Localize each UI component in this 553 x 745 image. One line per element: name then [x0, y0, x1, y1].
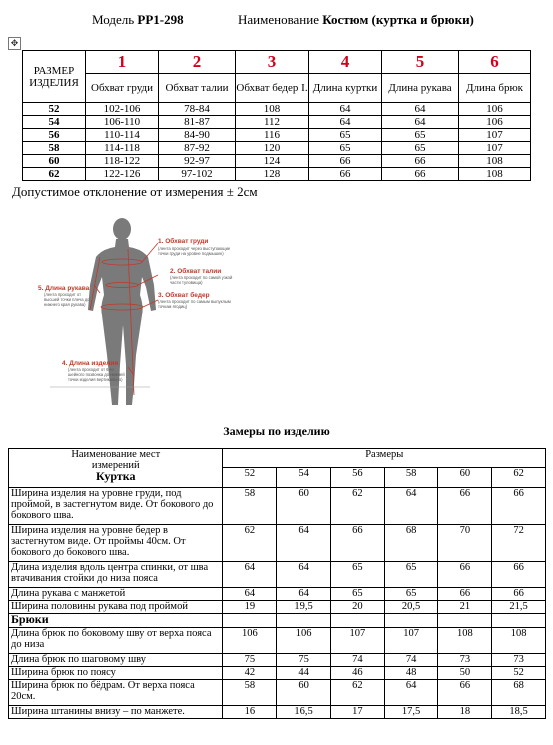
size-cell: 58 — [23, 142, 86, 155]
value-cell: 108 — [236, 103, 309, 116]
measure-name: Длина изделия вдоль центра спинки, от шва втачивания стойки до низа пояса — [9, 562, 223, 588]
label-length-title: 4. Длина изделия — [62, 360, 119, 367]
sizes-header: Размеры — [223, 449, 546, 468]
value-cell: 64 — [277, 525, 331, 562]
value-cell: 66 — [382, 168, 459, 181]
empty-cell — [438, 614, 492, 628]
value-cell: 110-114 — [86, 129, 159, 142]
value-cell: 73 — [492, 654, 546, 667]
value-cell: 66 — [492, 562, 546, 588]
value-cell: 21,5 — [492, 601, 546, 614]
table-row — [9, 667, 546, 680]
value-cell: 68 — [492, 680, 546, 706]
table-row — [9, 680, 546, 706]
value-cell: 68 — [384, 525, 438, 562]
measure-name: Длина брюк по шаговому шву — [9, 654, 223, 667]
value-cell: 108 — [492, 628, 546, 654]
size-header: 60 — [438, 468, 492, 488]
value-cell: 97-102 — [159, 168, 236, 181]
value-cell: 102-106 — [86, 103, 159, 116]
label-chest-note: (лента проходит через выступающие — [158, 246, 231, 251]
value-cell: 106 — [459, 116, 531, 129]
column-header: Длина куртки — [309, 74, 382, 103]
value-cell: 20,5 — [384, 601, 438, 614]
value-cell: 106-110 — [86, 116, 159, 129]
column-number: 4 — [309, 51, 382, 74]
size-header: 52 — [223, 468, 277, 488]
size-cell: 56 — [23, 129, 86, 142]
value-cell: 128 — [236, 168, 309, 181]
size-table — [22, 50, 531, 181]
table-row — [9, 525, 546, 562]
value-cell: 42 — [223, 667, 277, 680]
size-corner-header: РАЗМЕР ИЗДЕЛИЯ — [23, 51, 86, 103]
value-cell: 64 — [309, 116, 382, 129]
value-cell: 64 — [309, 103, 382, 116]
value-cell: 122-126 — [86, 168, 159, 181]
size-cell: 62 — [23, 168, 86, 181]
table-row — [23, 155, 531, 168]
empty-cell — [330, 614, 384, 628]
value-cell: 66 — [309, 155, 382, 168]
value-cell: 16 — [223, 706, 277, 719]
empty-cell — [492, 614, 546, 628]
label-chest-note: точки груди на уровне подмышек) — [158, 251, 224, 256]
value-cell: 62 — [223, 525, 277, 562]
value-cell: 64 — [223, 562, 277, 588]
value-cell: 48 — [384, 667, 438, 680]
column-number: 2 — [159, 51, 236, 74]
label-sleeve-note: высшей точки плеча до — [44, 297, 90, 302]
value-cell: 64 — [277, 562, 331, 588]
value-cell: 60 — [277, 488, 331, 525]
label-length-note: точки изделия вертикально) — [68, 377, 123, 382]
value-cell: 81-87 — [159, 116, 236, 129]
label-length-note: (лента проходит от 6-го — [68, 367, 114, 372]
value-cell: 18 — [438, 706, 492, 719]
table-row — [23, 142, 531, 155]
value-cell: 17,5 — [384, 706, 438, 719]
value-cell: 65 — [382, 142, 459, 155]
label-waist-note: (лента проходит по самой узкой — [170, 275, 233, 280]
value-cell: 66 — [438, 562, 492, 588]
label-chest-title: 1. Обхват груди — [158, 238, 209, 245]
measure-name: Длина рукава с манжетой — [9, 588, 223, 601]
value-cell: 107 — [459, 129, 531, 142]
value-cell: 50 — [438, 667, 492, 680]
table-row — [9, 628, 546, 654]
value-cell: 64 — [384, 680, 438, 706]
size-header: 56 — [330, 468, 384, 488]
product-name-value: Костюм (куртка и брюки) — [322, 12, 474, 27]
value-cell: 66 — [492, 588, 546, 601]
size-cell: 60 — [23, 155, 86, 168]
value-cell: 87-92 — [159, 142, 236, 155]
value-cell: 108 — [459, 155, 531, 168]
value-cell: 64 — [277, 588, 331, 601]
jacket-section-label: Куртка — [95, 469, 136, 483]
value-cell: 66 — [438, 488, 492, 525]
value-cell: 19 — [223, 601, 277, 614]
value-cell: 120 — [236, 142, 309, 155]
table-row — [23, 116, 531, 129]
value-cell: 72 — [492, 525, 546, 562]
label-sleeve-note: нижнего края рукава) — [44, 302, 86, 307]
value-cell: 64 — [382, 116, 459, 129]
value-cell: 118-122 — [86, 155, 159, 168]
measure-name: Ширина брюк по бёдрам. От верха пояса 20см. — [9, 680, 223, 706]
measure-name: Ширина изделия на уровне груди, под проймой, в застегнутом виде. От бокового до бокового шва. — [9, 488, 223, 525]
value-cell: 108 — [438, 628, 492, 654]
value-cell: 64 — [384, 488, 438, 525]
value-cell: 106 — [277, 628, 331, 654]
value-cell: 65 — [384, 562, 438, 588]
measure-table — [8, 448, 546, 719]
value-cell: 112 — [236, 116, 309, 129]
measure-name: Ширина изделия на уровне бедер в застегнутом виде. От проймы 40см. От бокового до бокового шва. — [9, 525, 223, 562]
caption-cell — [9, 449, 223, 488]
size-header: 58 — [384, 468, 438, 488]
empty-cell — [277, 614, 331, 628]
value-cell: 106 — [459, 103, 531, 116]
measure-table-title: Замеры по изделию — [223, 424, 330, 438]
measure-name: Ширина штанины внизу – по манжете. — [9, 706, 223, 719]
value-cell: 52 — [492, 667, 546, 680]
empty-cell — [384, 614, 438, 628]
column-header: Длина рукава — [382, 74, 459, 103]
value-cell: 84-90 — [159, 129, 236, 142]
column-number: 5 — [382, 51, 459, 74]
value-cell: 58 — [223, 488, 277, 525]
value-cell: 124 — [236, 155, 309, 168]
table-row — [23, 103, 531, 116]
value-cell: 66 — [309, 168, 382, 181]
value-cell: 18,5 — [492, 706, 546, 719]
label-hips-note: (лента проходит по самым выпуклым — [158, 299, 231, 304]
value-cell: 46 — [330, 667, 384, 680]
value-cell: 75 — [223, 654, 277, 667]
value-cell: 114-118 — [86, 142, 159, 155]
table-row — [9, 562, 546, 588]
value-cell: 65 — [384, 588, 438, 601]
column-header: Обхват талии — [159, 74, 236, 103]
size-cell: 54 — [23, 116, 86, 129]
column-number: 6 — [459, 51, 531, 74]
column-header: Обхват бедер I. — [236, 74, 309, 103]
value-cell: 75 — [277, 654, 331, 667]
value-cell: 58 — [223, 680, 277, 706]
column-number: 1 — [86, 51, 159, 74]
value-cell: 70 — [438, 525, 492, 562]
value-cell: 106 — [223, 628, 277, 654]
value-cell: 66 — [330, 525, 384, 562]
model-line — [92, 12, 184, 28]
document-header — [0, 10, 553, 30]
value-cell: 16,5 — [277, 706, 331, 719]
table-move-handle-icon[interactable]: ✥ — [8, 37, 21, 50]
model-label: Модель — [92, 12, 135, 27]
table-row — [23, 168, 531, 181]
value-cell: 78-84 — [159, 103, 236, 116]
label-waist-title: 2. Обхват талии — [170, 268, 222, 275]
table-row — [23, 129, 531, 142]
value-cell: 108 — [459, 168, 531, 181]
value-cell: 107 — [459, 142, 531, 155]
tolerance-note: Допустимое отклонение от измерения ± 2см — [12, 184, 258, 199]
value-cell: 107 — [330, 628, 384, 654]
column-header: Обхват груди — [86, 74, 159, 103]
size-cell: 52 — [23, 103, 86, 116]
size-header: 54 — [277, 468, 331, 488]
value-cell: 62 — [330, 680, 384, 706]
value-cell: 74 — [384, 654, 438, 667]
caption-text: Наименование мест измерений — [71, 449, 161, 471]
table-row — [9, 588, 546, 601]
table-row — [9, 654, 546, 667]
product-name-line — [238, 12, 474, 28]
value-cell: 21 — [438, 601, 492, 614]
value-cell: 73 — [438, 654, 492, 667]
value-cell: 74 — [330, 654, 384, 667]
model-value: РР1-298 — [137, 12, 184, 27]
trousers-section-label: Брюки — [9, 614, 223, 628]
label-hips-note: точкам ягодиц) — [158, 304, 188, 309]
label-length-note: шейного позвонка до нижней — [68, 372, 125, 377]
table-row — [9, 601, 546, 614]
value-cell: 65 — [382, 129, 459, 142]
value-cell: 65 — [309, 129, 382, 142]
value-cell: 66 — [492, 488, 546, 525]
size-header: 62 — [492, 468, 546, 488]
value-cell: 44 — [277, 667, 331, 680]
measure-name: Длина брюк по боковому шву от верха пояса до низа — [9, 628, 223, 654]
empty-cell — [223, 614, 277, 628]
value-cell: 64 — [223, 588, 277, 601]
value-cell: 66 — [438, 588, 492, 601]
value-cell: 65 — [330, 562, 384, 588]
value-cell: 65 — [330, 588, 384, 601]
value-cell: 19,5 — [277, 601, 331, 614]
label-sleeve-note: (лента проходит от — [44, 292, 82, 297]
value-cell: 60 — [277, 680, 331, 706]
value-cell: 64 — [382, 103, 459, 116]
label-waist-note: части туловища) — [170, 280, 203, 285]
body-measurement-figure — [30, 215, 280, 415]
column-header: Длина брюк — [459, 74, 531, 103]
column-number: 3 — [236, 51, 309, 74]
value-cell: 65 — [309, 142, 382, 155]
value-cell: 62 — [330, 488, 384, 525]
table-row — [9, 488, 546, 525]
value-cell: 20 — [330, 601, 384, 614]
label-sleeve-title: 5. Длина рукава — [38, 285, 90, 292]
measure-name: Ширина половины рукава под проймой — [9, 601, 223, 614]
value-cell: 92-97 — [159, 155, 236, 168]
value-cell: 107 — [384, 628, 438, 654]
table-row — [9, 706, 546, 719]
value-cell: 66 — [438, 680, 492, 706]
value-cell: 116 — [236, 129, 309, 142]
measure-name: Ширина брюк по поясу — [9, 667, 223, 680]
value-cell: 66 — [382, 155, 459, 168]
product-name-label: Наименование — [238, 12, 319, 27]
label-hips-title: 3. Обхват бедер — [158, 292, 210, 299]
value-cell: 17 — [330, 706, 384, 719]
